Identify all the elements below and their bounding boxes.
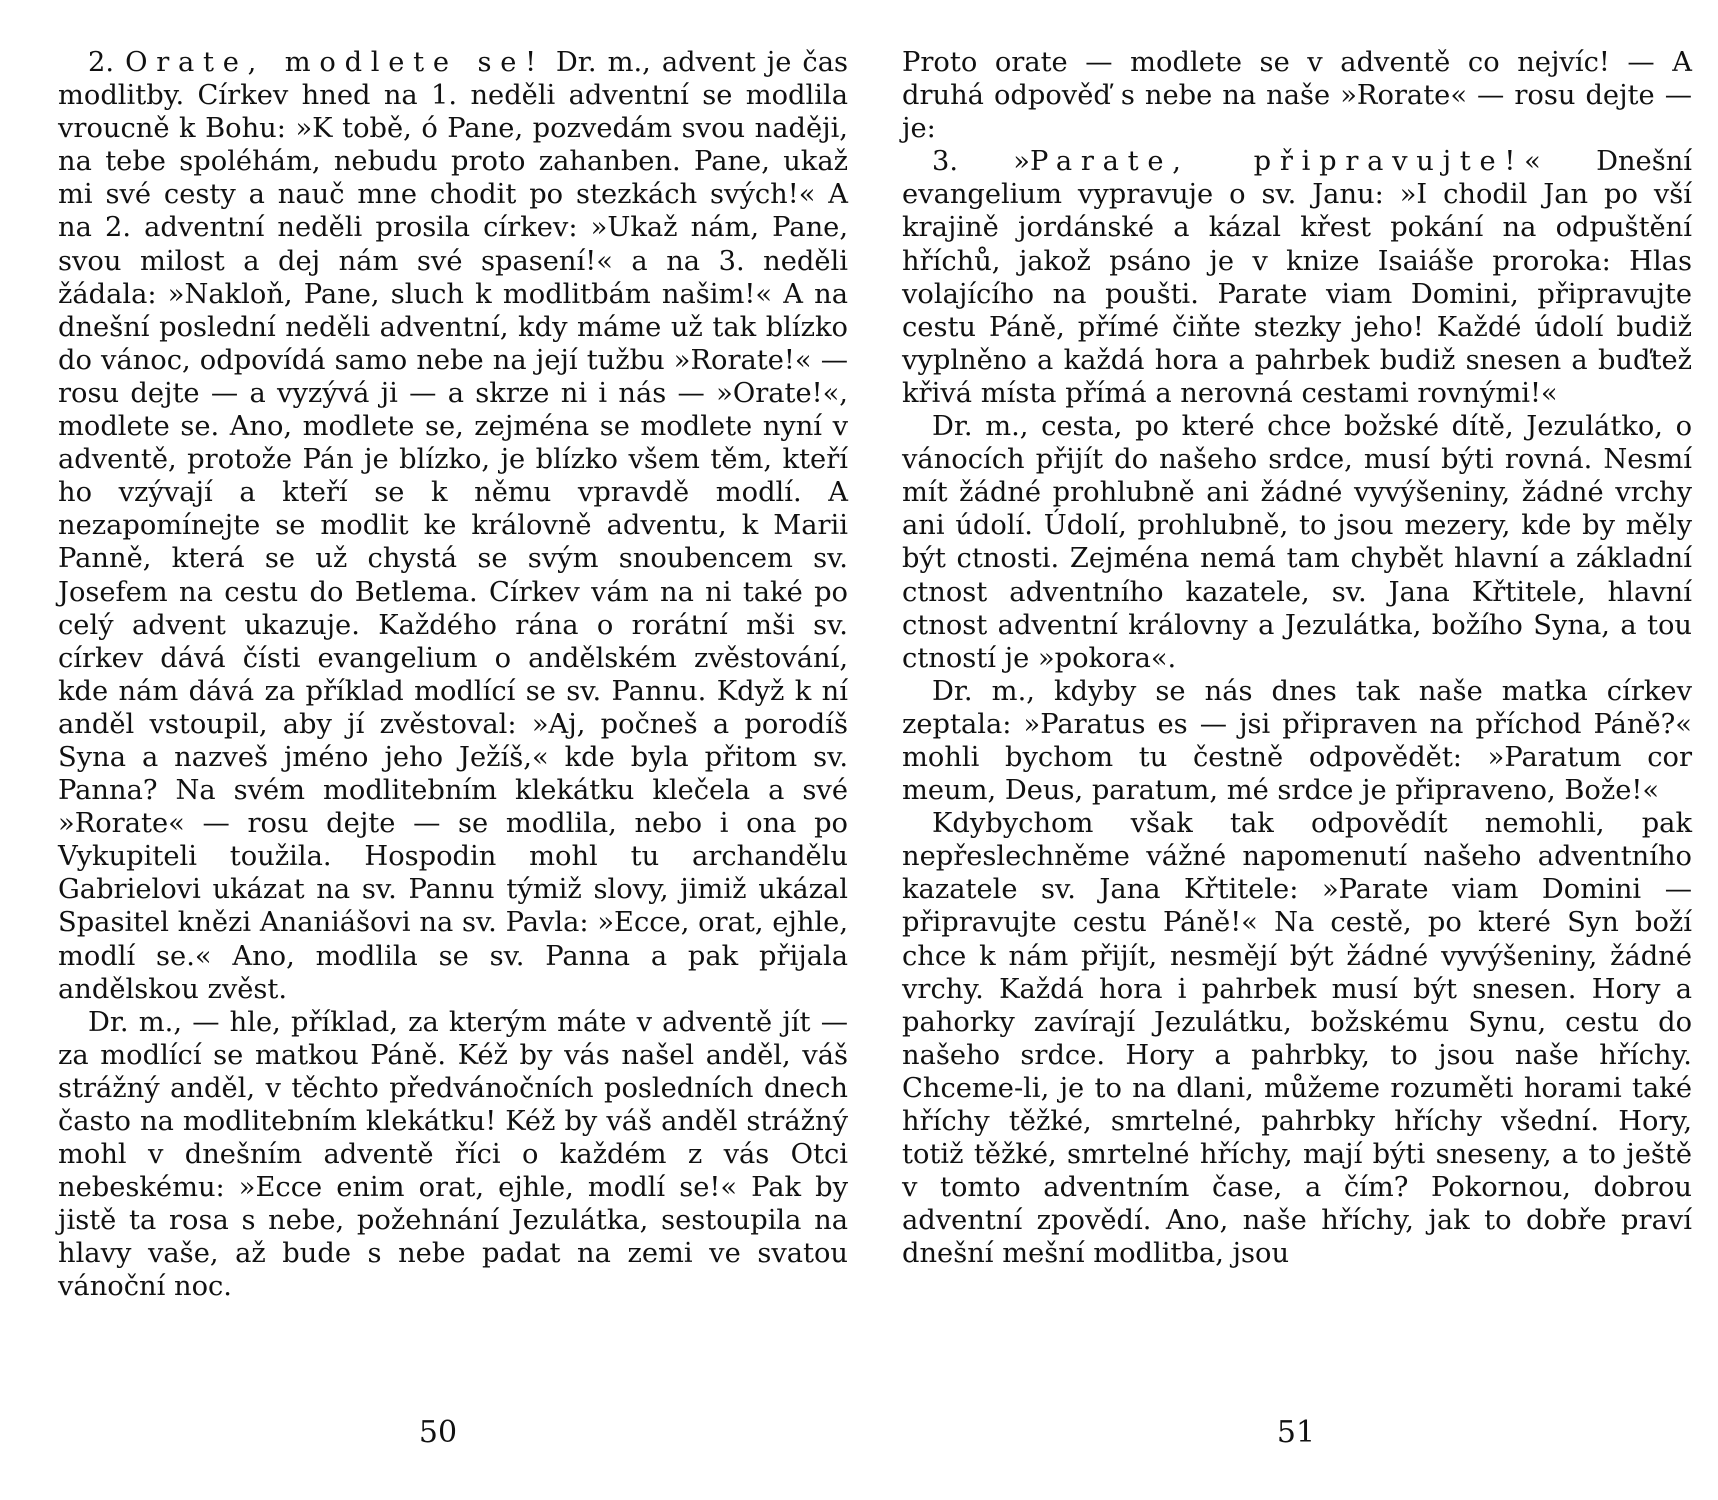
left-page [58,46,848,1304]
paragraph-body: Dr. m., cesta, po které chce božské dítě, Jezulátko, o vánocích přijít do našeho srdce, musí býti rovná. Nesmí mít žádné prohlubně ani žádné vyvýšeniny, žádné vrchy ani údolí. Údolí, prohlubně, to jsou mezery, kde by měly být ctnosti. Zejména nemá tam chybět hlavní a základní ctnost adventního kazatele, sv. Jana Křtitele, hlavní ctnost adventní královny a Jezulátka, božího Syna, a tou ctností je »pokora«. [902,411,1692,674]
paragraph-body: Dr. m., kdyby se nás dnes tak naše matka církev zeptala: »Paratus es — jsi připraven na příchod Páně?« mohli bychom tu čestně odpovědět: »Paratum cor meum, Deus, paratum, mé srdce je připraveno, Bože!« [902,675,1692,807]
paragraph [58,1006,848,1304]
paragraph [58,46,848,1006]
paragraph-continuation: Proto orate — modlete se v adventě co nejvíc! — A druhá odpověď s nebe na naše »Rorate« — rosu dejte — je: [902,47,1692,145]
paragraph-body: « Dnešní evangelium vypravuje o sv. Janu: »I chodil Jan po vší krajině jordánské a kázal křest pokání na odpuštění hříchů, jakož psáno je v knize Isaiáše proroka: Hlas volajícího na poušti. Parate viam Domini, připravujte cestu Páně, přímé čiňte stezky jeho! Každé údolí budiž vyplněno a každá hora a pahrbek budiž snesen a buďtež křivá místa přímá a nerovná cestami rovnými!« [902,146,1693,409]
paragraph-body: Kdybychom však tak odpovědít nemohli, pak nepřeslechněme vážné napomenutí našeho adventního kazatele sv. Jana Křtitele: »Parate viam Domini — připravujte cestu Páně!« Na cestě, po které Syn boží chce k nám přijít, nesmějí být žádné vyvýšeniny, žádné vrchy. Každá hora i pahrbek musí být snesen. Hory a pahorky zavírají Jezulátku, božskému Synu, cestu do našeho srdce. Hory a pahrbky, to jsou naše hříchy. Chceme-li, je to na dlani, můžeme rozuměti horami také hříchy těžké, smrtelné, pahrbky hříchy všední. Hory, totiž těžké, smrtelné hříchy, mají býti sneseny, a to ještě v tomto adventním čase, a čím? Pokornou, dobrou adventní zpovědí. Ano, naše hříchy, jak to dobře praví dnešní mešní modlitba, jsou [902,808,1692,1270]
paragraph-body: Dr. m., — hle, příklad, za kterým máte v adventě jít — za modlící se matkou Páně. Kéž by vás našel anděl, váš strážný anděl, v těchto předvánočních posledních dnech často na modlitebním klekátku! Kéž by váš anděl strážný mohl v dnešním adventě říci o každém z vás Otci nebeskému: »Ecce enim orat, ejhle, modlí se!« Pak by jistě ta rosa s nebe, požehnání Jezulátka, sestoupila na hlavy vaše, až bude s nebe padat na zemi ve svatou vánoční noc. [58,1006,848,1303]
page-number-left: 50 [418,1415,458,1450]
paragraph [902,410,1692,675]
right-page-text [902,46,1692,1270]
paragraph-body: Dr. m., advent je čas modlitby. Církev hned na 1. neděli adventní se modlila vroucně k Bohu: »K tobě, ó Pane, pozvedám svou naději, na tebe spoléhám, nebudu proto zahanben. Pane, ukaž mi své cesty a nauč mne chodit po stezkách svých!« A na 2. adventní neděli prosila církev: »Ukaž nám, Pane, svou milost a dej nám své spasení!« a na 3. neděli žádala: »Nakloň, Pane, sluch k modlitbám našim!« A na dnešní poslední neděli adventní, kdy máme už tak blízko do vánoc, odpovídá samo nebe na její tužbu »Rorate!« — rosu dejte — a vyzývá ji — a skrze ni i nás — »Orate!«, modlete se. Ano, modlete se, zejména se modlete nyní v adventě, protože Pán je blízko, je blízko všem těm, kteří ho vzývají a kteří se k němu vpravdě modlí. A nezapomínejte se modlit ke královně adventu, k Marii Panně, která se už chystá se svým snoubencem sv. Josefem na cestu do Betlema. Církev vám na ni také po celý advent ukazuje. Každého rána o rorátní mši sv. církev dává čísti evangelium o andělském zvěstování, kde nám dává za příklad modlící se sv. Pannu. Když k ní anděl vstoupil, aby jí zvěstoval: »Aj, počneš a porodíš Syna a nazveš jméno jeho Ježíš,« kde byla přitom sv. Panna? Na svém modlitebním klekátku klečela a své »Rorate« — rosu dejte — se modlila, nebo i ona po Vykupiteli toužila. Hospodin mohl tu archandělu Gabrielovi ukázat na sv. Pannu týmiž slovy, jimiž ukázal Spasitel knězi Ananiášovi na sv. Pavla: »Ecce, orat, ejhle, modlí se.« Ano, modlila se sv. Panna a pak přijala andělskou zvěst. [58,47,848,1005]
page-number-right: 51 [1276,1415,1316,1450]
paragraph-lead: 3. » [932,146,1030,178]
spaced-heading: Parate, připravujte! [1030,146,1525,178]
paragraph [902,145,1692,410]
left-page-text [58,46,848,1304]
paragraph [902,807,1692,1270]
paragraph-lead: 2. [88,47,126,78]
spaced-heading: Orate, modlete se! [125,47,545,78]
right-page [902,46,1692,1270]
paragraph [902,675,1692,807]
